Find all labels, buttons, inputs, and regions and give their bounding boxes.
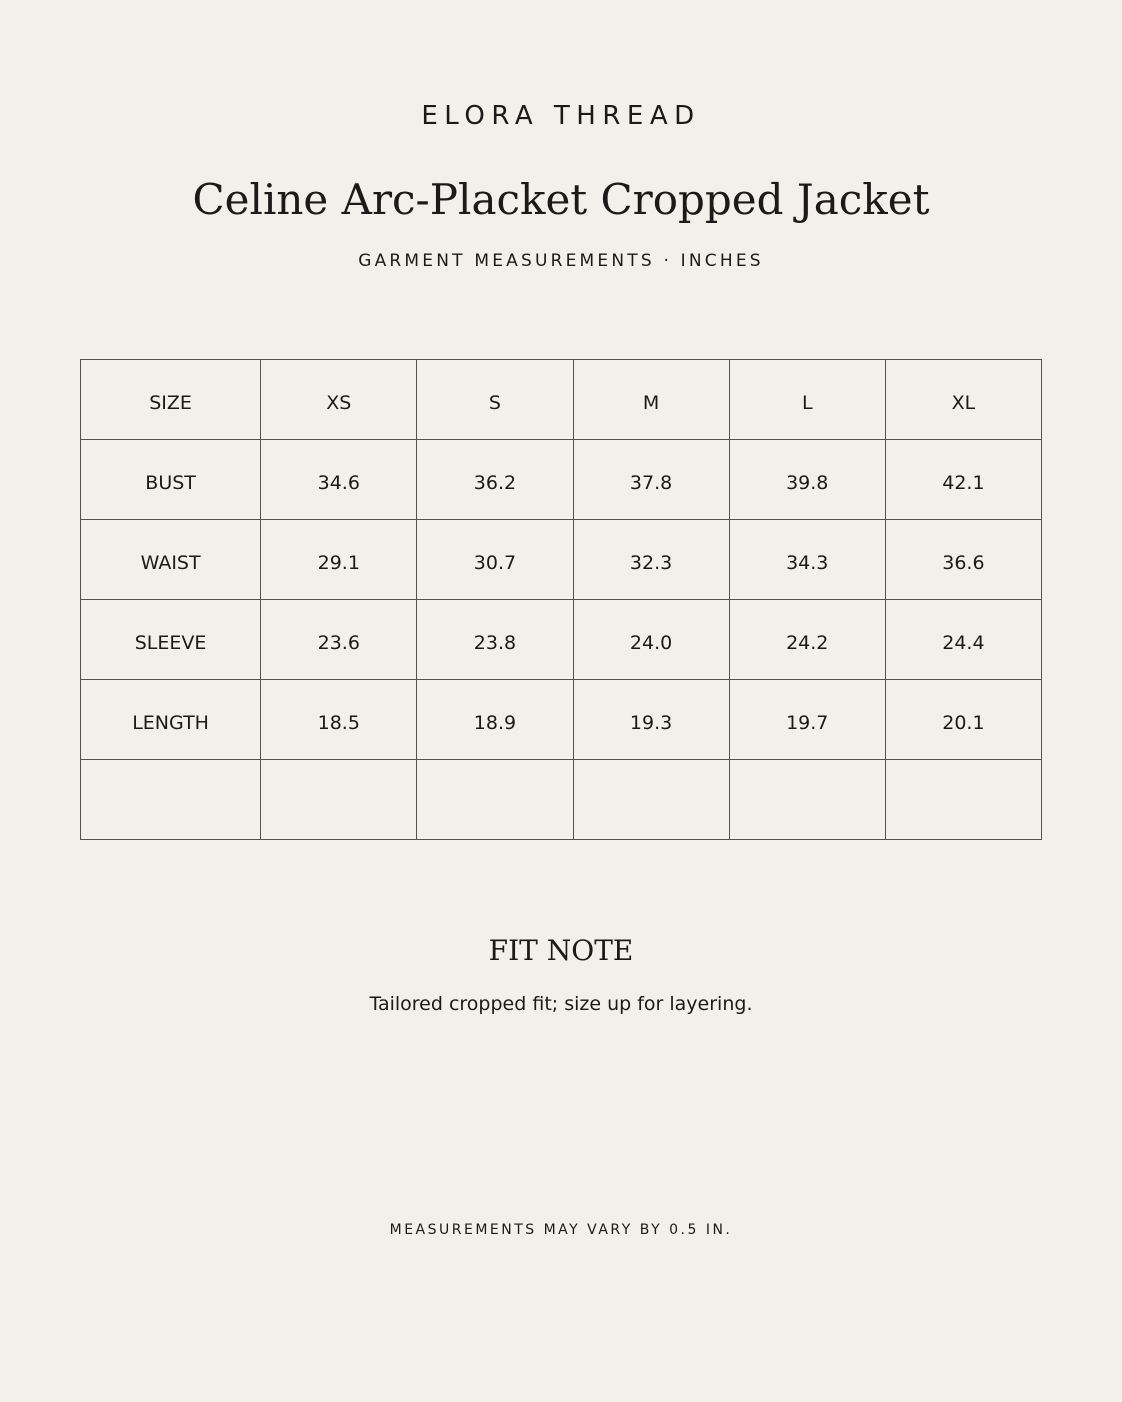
table-cell (261, 760, 417, 840)
header-cell: M (573, 360, 729, 440)
row-label-cell: LENGTH (81, 680, 261, 760)
table-cell: 23.8 (417, 600, 573, 680)
table-cell: 36.6 (885, 520, 1041, 600)
header-cell: SIZE (81, 360, 261, 440)
table-cell: 20.1 (885, 680, 1041, 760)
brand-name: ELORA THREAD (421, 101, 701, 131)
table-cell: 18.9 (417, 680, 573, 760)
table-cell: 36.2 (417, 440, 573, 520)
table-cell: 39.8 (729, 440, 885, 520)
header-cell: XS (261, 360, 417, 440)
row-label-cell: BUST (81, 440, 261, 520)
measurements-subtitle: GARMENT MEASUREMENTS · INCHES (358, 251, 764, 271)
size-chart-table (80, 359, 1042, 840)
header-cell: S (417, 360, 573, 440)
measurement-disclaimer: MEASUREMENTS MAY VARY BY 0.5 IN. (389, 1222, 733, 1238)
table-row (81, 440, 1042, 520)
row-label-cell (81, 760, 261, 840)
table-cell: 19.7 (729, 680, 885, 760)
table-cell: 42.1 (885, 440, 1041, 520)
table-cell (417, 760, 573, 840)
table-header-row (81, 360, 1042, 440)
fit-note-text: Tailored cropped fit; size up for layering. (369, 993, 753, 1015)
row-label-cell: WAIST (81, 520, 261, 600)
table-cell: 32.3 (573, 520, 729, 600)
table-cell (885, 760, 1041, 840)
table-cell: 37.8 (573, 440, 729, 520)
header-cell: L (729, 360, 885, 440)
table-cell: 24.4 (885, 600, 1041, 680)
table-row (81, 680, 1042, 760)
table-cell: 19.3 (573, 680, 729, 760)
table-cell: 24.2 (729, 600, 885, 680)
table-row (81, 600, 1042, 680)
table-cell: 34.6 (261, 440, 417, 520)
table-cell: 23.6 (261, 600, 417, 680)
table-row-empty (81, 760, 1042, 840)
table-cell (729, 760, 885, 840)
table-cell: 30.7 (417, 520, 573, 600)
table-cell: 24.0 (573, 600, 729, 680)
table-row (81, 520, 1042, 600)
header-cell: XL (885, 360, 1041, 440)
fit-note-heading: FIT NOTE (488, 934, 634, 967)
table-cell: 34.3 (729, 520, 885, 600)
table-cell: 29.1 (261, 520, 417, 600)
product-title: Celine Arc-Placket Cropped Jacket (192, 175, 930, 224)
table-cell: 18.5 (261, 680, 417, 760)
table-cell (573, 760, 729, 840)
row-label-cell: SLEEVE (81, 600, 261, 680)
